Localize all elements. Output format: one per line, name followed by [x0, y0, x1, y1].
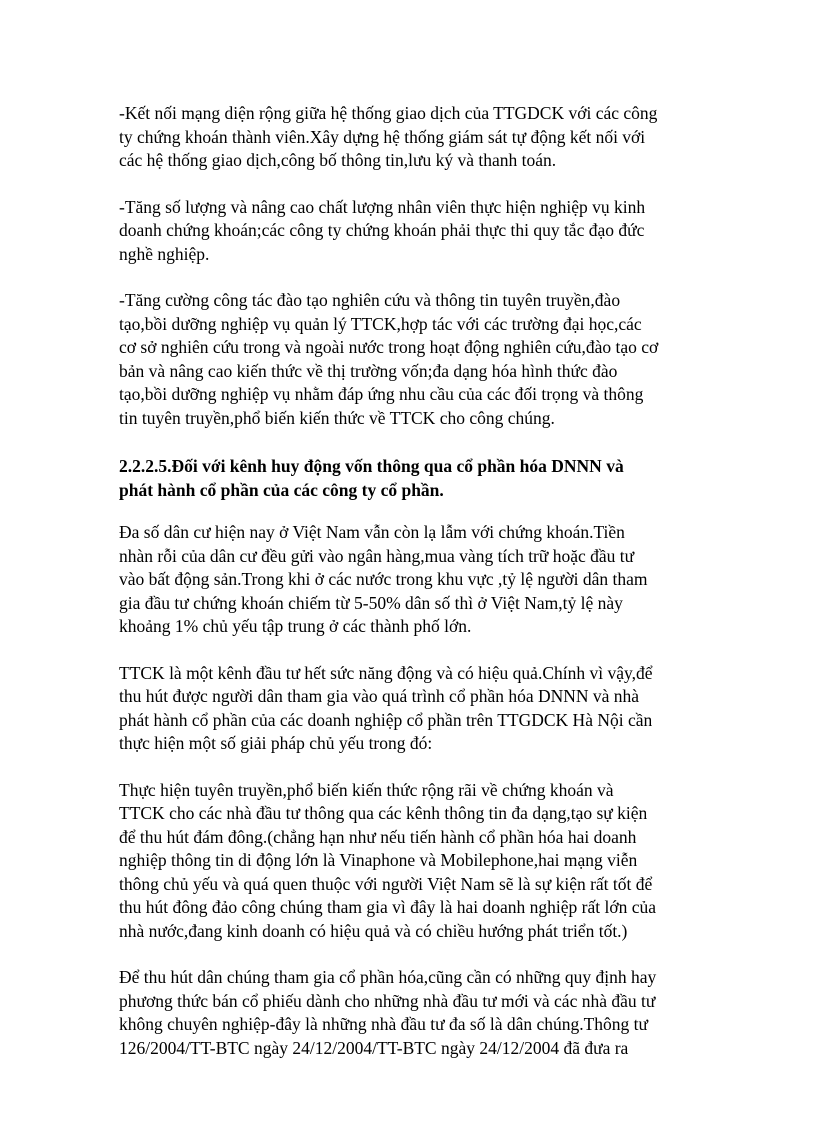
document-body: [119, 102, 709, 1083]
paragraph-equitization-regulation: Để thu hút dân chúng tham gia cổ phần hóa,cũng cần có những quy định hay phương thức bán cổ phiếu dành cho những nhà đầu tư mới và các nhà đầu tư không chuyên nghiệp-đây là những nhà đầu tư đa số là dân chúng.Thông tư 126/2004/TT-BTC ngày 24/12/2004/TT-BTC ngày 24/12/2004 đã đưa ra: [119, 967, 657, 1058]
paragraph-training-research: -Tăng cường công tác đào tạo nghiên cứu và thông tin tuyên truyền,đào tạo,bồi dưỡng nghiệp vụ quản lý TTCK,hợp tác với các trường đại học,các cơ sở nghiên cứu trong và ngoài nước trong hoạt động nghiên cứu,đào tạo cơ bản và nâng cao kiến thức về thị trường vốn;đa dạng hóa hình thức đào tạo,bồi dưỡng nghiệp vụ nhằm đáp ứng nhu cầu của các đối trọng và thông tin tuyên truyền,phổ biến kiến thức về TTCK cho công chúng.: [119, 290, 659, 428]
paragraph-network-connection: -Kết nối mạng diện rộng giữa hệ thống giao dịch của TTGDCK với các công ty chứng khoán thành viên.Xây dựng hệ thống giám sát tự động kết nối với các hệ thống giao dịch,công bố thông tin,lưu ký và thanh toán.: [119, 103, 658, 170]
paragraph-propaganda: Thực hiện tuyên truyền,phổ biến kiến thức rộng rãi về chứng khoán và TTCK cho các nhà đầu tư thông qua các kênh thông tin đa dạng,tạo sự kiện để thu hút đám đông.(chẳng hạn như nếu tiến hành cổ phần hóa hai doanh nghiệp thông tin di động lớn là Vinaphone và Mobilephone,hai mạng viễn thông chủ yếu và quá quen thuộc với người Việt Nam sẽ là sự kiện rất tốt để thu hút đông đảo công chúng tham gia vì đây là hai doanh nghiệp rất lớn của nhà nước,đang kinh doanh có hiệu quả và có chiều hướng phát triển tốt.): [119, 779, 657, 941]
paragraph-population-investment: Đa số dân cư hiện nay ở Việt Nam vẫn còn lạ lẫm với chứng khoán.Tiền nhàn rỗi của dân cư đều gửi vào ngân hàng,mua vàng tích trữ hoặc đầu tư vào bất động sản.Trong khi ở các nước trong khu vực ,tỷ lệ người dân tham gia đầu tư chứng khoán chiếm từ 5-50% dân số thì ở Việt Nam,tỷ lệ này khoảng 1% chủ yếu tập trung ở các thành phố lớn.: [119, 522, 648, 636]
paragraph-staff-quality: -Tăng số lượng và nâng cao chất lượng nhân viên thực hiện nghiệp vụ kinh doanh chứng khoán;các công ty chứng khoán phải thực thi quy tắc đạo đức nghề nghiệp.: [119, 196, 646, 264]
paragraph-ttck-channel: TTCK là một kênh đầu tư hết sức năng động và có hiệu quả.Chính vì vậy,để thu hút được người dân tham gia vào quá trình cổ phần hóa DNNN và nhà phát hành cổ phần của các doanh nghiệp cổ phần trên TTGDCK Hà Nội cần thực hiện một số giải pháp chủ yếu trong đó:: [119, 662, 653, 753]
section-heading: 2.2.2.5.Đối với kênh huy động vốn thông qua cổ phần hóa DNNN và phát hành cổ phần của các công ty cổ phần.: [119, 456, 624, 500]
